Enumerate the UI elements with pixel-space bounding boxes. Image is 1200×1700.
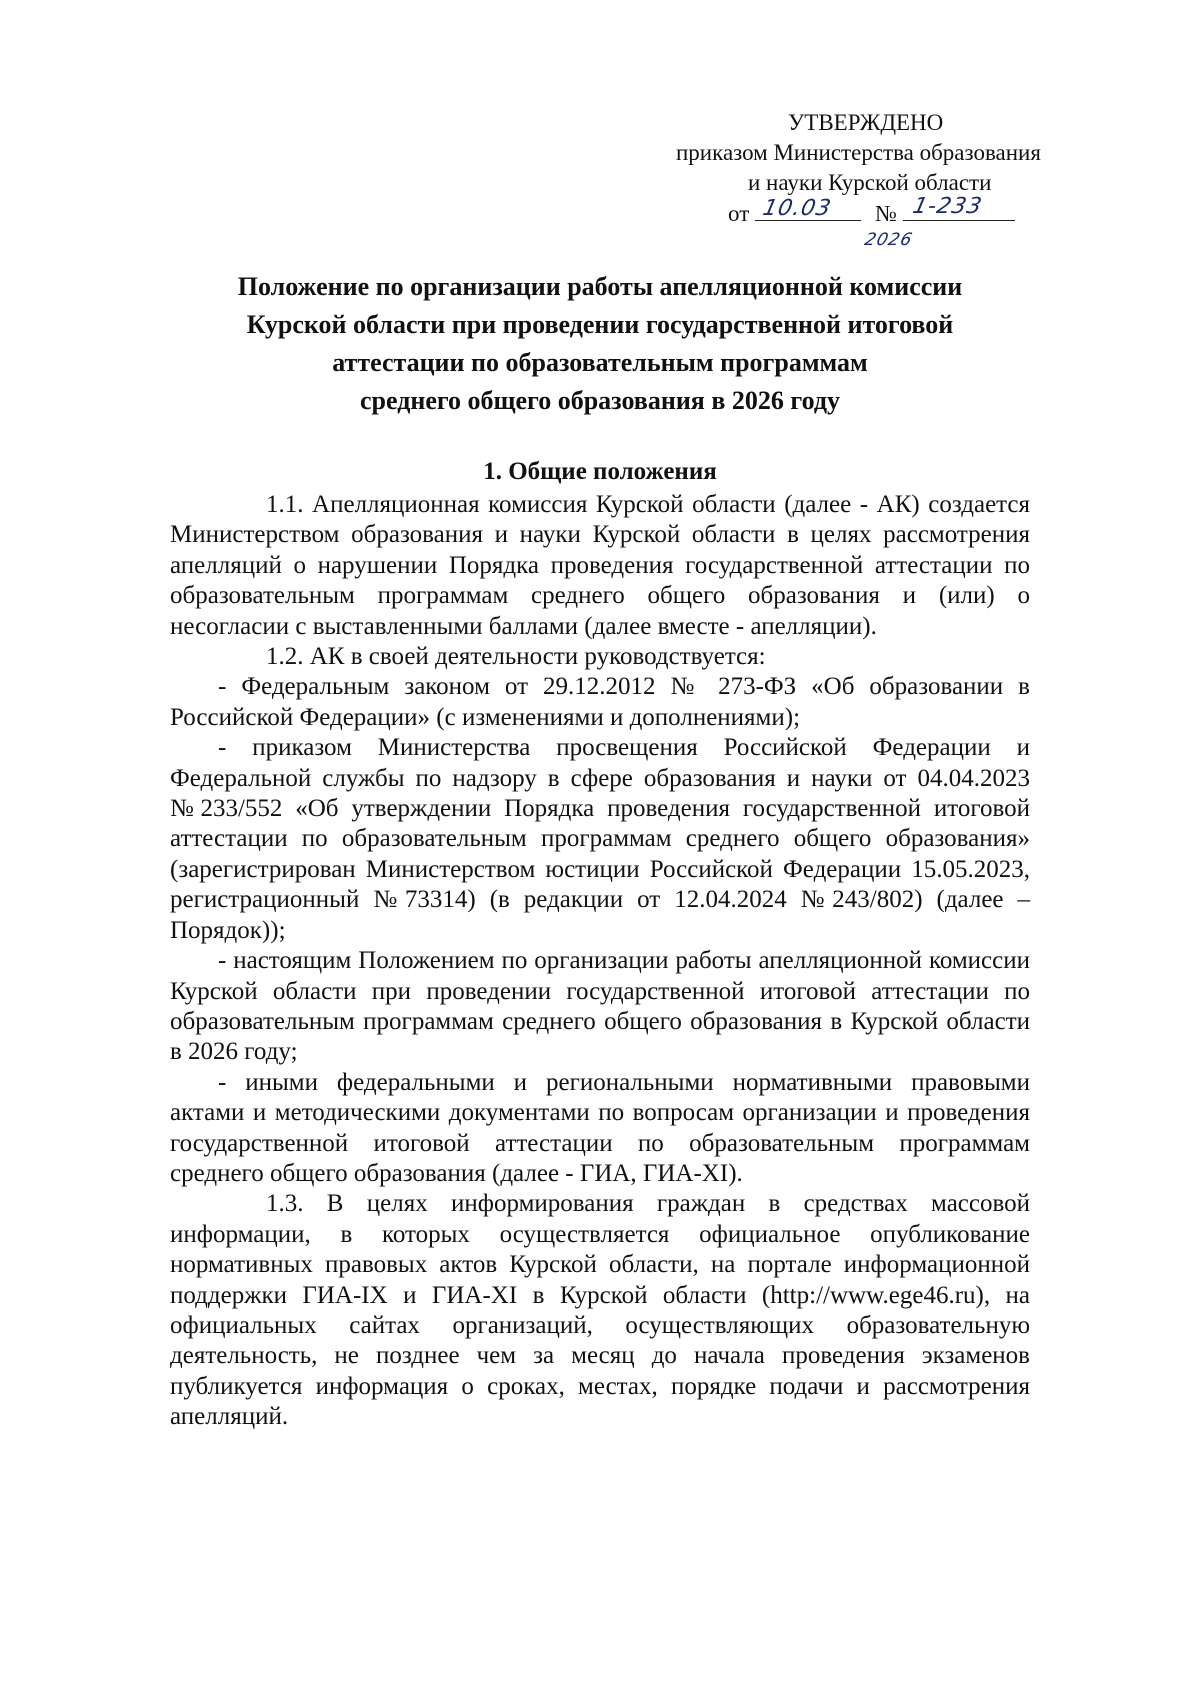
- handwritten-date: 10.03: [760, 196, 834, 221]
- handwritten-year: 2026: [862, 230, 916, 250]
- title-line-2: Курской области при проведении государственной итоговой: [246, 310, 954, 339]
- paragraph-number: 1.2.: [266, 643, 304, 671]
- paragraph-number: 1.1.: [266, 491, 304, 518]
- paragraph-1-2: [170, 642, 1030, 672]
- from-label: от: [728, 201, 750, 226]
- approval-date-number-line: [660, 194, 1090, 250]
- title-line-3: аттестации по образовательным программам: [332, 348, 868, 377]
- approval-line-1: приказом Министерства образования: [676, 140, 1041, 165]
- list-item: - иными федеральными и региональными нормативными правовыми актами и методическими документами по вопросам организации и проведения государственной итоговой аттестации по образовательным программам среднего общего образования (далее - ГИА, ГИА-XI).: [170, 1068, 1030, 1187]
- number-label: №: [875, 201, 897, 226]
- list-item: - приказом Министерства просвещения Российской Федерации и Федеральной службы по надзору в сфере образования и науки от 04.04.2023 №233/552 «Об утверждении Порядка проведения государственной итоговой аттестации по образовательным программам среднего общего образования» (зарегистрирован Министерством юстиции Российской Федерации 15.05.2023, регистрационный №73314) (в редакции от 12.04.2024 №243/802) (далее – Порядок));: [170, 734, 1030, 944]
- paragraph-1-3: [170, 1189, 1030, 1432]
- title-line-4: среднего общего образования в 2026 году: [360, 386, 840, 415]
- title-line-1: Положение по организации работы апелляционной комиссии: [237, 272, 963, 301]
- document-body: [170, 490, 1030, 1433]
- paragraph-number: 1.3.: [266, 1190, 304, 1218]
- number-blank: [903, 194, 1015, 221]
- list-item: - Федеральным законом от 29.12.2012 № 273-ФЗ «Об образовании в Российской Федерации» (с изменениями и дополнениями);: [170, 673, 1030, 731]
- list-item: - настоящим Положением по организации работы апелляционной комиссии Курской области при проведении государственной итоговой аттестации по образовательным программам среднего общего образования в Курской области в 2026 году;: [170, 947, 1030, 1066]
- approval-line-2: и науки Курской области: [748, 170, 992, 195]
- paragraph-text: Апелляционная комиссия Курской области (далее - АК) создается Министерством образования и науки Курской области в целях рассмотрения апелляций о нарушении Порядка проведения государственной аттестации по образовательным программам среднего общего образования и (или) о несогласии с выставленными баллами (далее вместе - апелляции).: [170, 491, 1030, 640]
- paragraph-text: В целях информирования граждан в средствах массовой информации, в которых осуществляется официальное опубликование нормативных правовых актов Курской области, на портале информационной поддержки ГИА-IX и ГИА-XI в Курской области (http://www.ege46.ru), на официальных сайтах организаций, осуществляющих образовательную деятельность, не позднее чем за месяц до начала проведения экзаменов публикуется информация о сроках, местах, порядке подачи и рассмотрения апелляций.: [170, 1190, 1031, 1431]
- approval-stamp-block: [660, 108, 1090, 250]
- document-title: [160, 268, 1040, 420]
- approval-heading: УТВЕРЖДЕНО: [788, 110, 944, 135]
- section-heading: 1. Общие положения: [483, 458, 717, 485]
- handwritten-number: 1-233: [910, 194, 985, 219]
- paragraph-1-1: [170, 490, 1030, 642]
- paragraph-text: АК в своей деятельности руководствуется:: [309, 643, 766, 671]
